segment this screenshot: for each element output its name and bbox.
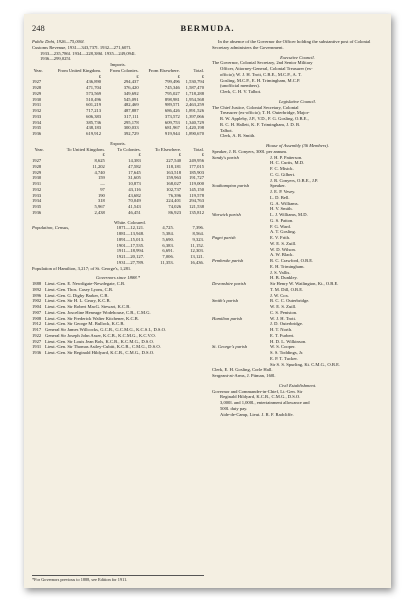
imports-column-header: From Elsewhere. — [148, 67, 180, 73]
value-cell: 919,944 — [164, 131, 180, 136]
imports-column-header: Year. — [33, 67, 43, 73]
council-line: The Governor, Colonial Secretary, 2nd Senior Military — [212, 60, 313, 66]
governor-name: Lieut.-Gen. Sir H. L. Geary, K.C.B. — [45, 298, 111, 304]
census-value: 1891—15,013. — [116, 236, 145, 242]
value-cell: 86,923 — [168, 209, 182, 215]
exports-column-header: Total. — [193, 146, 204, 152]
year-cell: 1931 — [32, 102, 42, 108]
census-value: 11,353. — [160, 259, 174, 265]
civil-establishment-title: Civil Establishment. — [278, 382, 317, 388]
population-heading: White. Coloured. — [114, 219, 146, 225]
census-value: 7,396. — [192, 225, 204, 231]
value-cell: 601,219 — [86, 102, 102, 108]
value-cell: 4,740 — [94, 169, 105, 175]
value-cell: 619,912 — [86, 131, 102, 136]
value-cell: 300,033 — [123, 125, 139, 131]
census-value: 4,725. — [162, 225, 174, 231]
currency-symbol: £ — [98, 73, 102, 79]
assembly-member: J. R. Conyers, O.B.E., J.P. — [270, 177, 319, 183]
year-cell: 1933 — [32, 192, 42, 198]
value-cell: 135,812 — [189, 209, 204, 215]
governor-name: Lieut.-Gen. Sir Louis Jean Bols, K.C.B., K.C.M.G., D.S.O. — [45, 338, 154, 344]
value-cell: 185,903 — [189, 169, 204, 175]
value-cell: 1,890,670 — [185, 131, 204, 136]
assembly-member: J. D. Outerbridge. — [270, 321, 304, 327]
assembly-member: J. H. P. Patterson. — [270, 154, 303, 160]
imports-column-header: From Colonies. — [110, 67, 139, 73]
list-item — [32, 350, 204, 356]
book-page — [24, 14, 391, 588]
assembly-member: A. W. Black. — [270, 252, 294, 258]
council-line: (unofficial members). — [220, 83, 260, 89]
value-cell: 2,463,259 — [185, 102, 204, 108]
governor-year: 1904 — [32, 304, 42, 309]
parish-name: Smith's parish — [212, 298, 239, 304]
value-cell: 145,150 — [189, 186, 204, 192]
imports-column-header: Total. — [193, 67, 204, 73]
governor-year: 1931 — [32, 344, 42, 350]
governor-year: 1917 — [32, 327, 42, 332]
year-cell: 1930 — [32, 175, 42, 181]
value-cell: 1,954,568 — [185, 96, 204, 102]
governors-table — [32, 281, 204, 356]
assembly-member: J. E. P. Vesey. — [270, 189, 296, 194]
value-cell: 190 — [97, 192, 105, 198]
value-cell: 118,181 — [166, 163, 182, 169]
value-cell: 97 — [100, 186, 105, 192]
exports-column-header: To Elsewhere. — [154, 146, 182, 152]
running-title: BERMUDA. — [180, 23, 235, 33]
value-cell: 438,183 — [86, 125, 102, 131]
assembly-member: A. T. Gosling. — [270, 229, 296, 235]
parish-name: Hamilton parish — [212, 315, 243, 321]
left-column — [32, 39, 204, 356]
value-cell: 159 — [97, 175, 105, 181]
governors-title: Governors since 1888.* — [95, 275, 141, 281]
assembly-member: T. M. Dill, O.B.E. — [270, 286, 304, 292]
value-cell: 177,015 — [189, 163, 204, 169]
census-value: 1881—13,948. — [116, 231, 145, 236]
assembly-member: H. D. L. Wilkinson. — [270, 338, 307, 344]
governor-year: 1896 — [32, 292, 42, 298]
assembly-member: H. V. Smith. — [270, 206, 293, 212]
council-line: R. C. H. Hallett, K. F. Trimingham, J. D. B. — [220, 121, 301, 127]
assembly-member: L. D. Bell. — [270, 194, 290, 200]
value-cell: 745,346 — [164, 85, 180, 90]
census-value: 11,152. — [190, 242, 204, 248]
governor-name: Lieut.-Gen. Sir Frederick Walter Kitchener, K.C.B. — [45, 315, 139, 321]
year-cell: 1929 — [32, 90, 42, 96]
parish-name: Devonshire parish — [212, 281, 246, 286]
census-value: 1901—17,535. — [116, 242, 145, 248]
assembly-member: E. T. Furbert. — [270, 332, 295, 338]
exports-table — [32, 147, 204, 216]
value-cell: 606,383 — [86, 113, 102, 119]
value-cell: 989,571 — [164, 102, 180, 108]
governor-name: Lieut.-Gen. Sir Thomas Astley-Cubitt, K.C.B., C.M.G., D.S.O. — [45, 344, 161, 350]
assembly-member: L. J. Williams, M.D. — [270, 212, 308, 217]
value-cell: 11,202 — [92, 163, 105, 169]
exports-column-header: Year. — [34, 146, 44, 152]
currency-symbol: £ — [201, 73, 204, 79]
assembly-member: J. S. Vallis. — [270, 269, 291, 275]
census-value: 7,006. — [162, 254, 174, 259]
value-cell: 46,451 — [128, 209, 141, 215]
year-cell: 1931 — [32, 181, 42, 186]
parish-name: St. George's parish — [212, 344, 248, 350]
assembly-member: H. B. Dunkley. — [270, 275, 298, 281]
value-cell: 799,496 — [164, 79, 180, 85]
legislative-council-title: Legislative Council. — [278, 98, 316, 104]
revenue-line: Customs Revenue, 1931—343,737l. 1932—271,607l. — [32, 44, 132, 50]
assembly-member: Sir S. S. Spurling, Kt. C.M.G., O.B.E. — [270, 361, 341, 367]
assembly-member: R. C. Crawford, O.B.E. — [270, 258, 314, 263]
value-cell: 10,873 — [128, 181, 141, 186]
assembly-parishes — [212, 155, 383, 368]
currency-symbol: £ — [102, 152, 105, 158]
value-cell: 373,572 — [164, 113, 180, 119]
civil-line: Aide-de-Camp, Lieut. J. R. F. Radcliffe. — [220, 411, 294, 417]
value-cell: 349,692 — [123, 90, 139, 96]
currency-symbol: £ — [201, 152, 204, 158]
civil-line: 500l. duty pay. — [220, 405, 248, 411]
value-cell: 1,718,288 — [185, 90, 204, 96]
assembly-clerk: Clerk, E. H. Gosling, Corle Hall. — [212, 367, 273, 373]
exports-title: Exports. — [110, 140, 126, 146]
customs-revenue — [32, 45, 204, 62]
value-cell: 295,178 — [123, 119, 139, 125]
currency-symbol: £ — [138, 152, 141, 158]
council-line: Clerk, A. B. Smith. — [220, 133, 256, 139]
census-value: 5,384. — [162, 231, 174, 236]
value-cell: 717,213 — [86, 108, 102, 113]
currency-symbol: £ — [136, 73, 139, 79]
assembly-member: Speaker. — [270, 183, 286, 189]
value-cell: 392,729 — [123, 131, 139, 136]
population-table — [32, 225, 204, 265]
value-cell: 1,340,729 — [185, 119, 204, 125]
value-cell: 14,383 — [128, 158, 141, 163]
public-debt: Public Debt, 1926—75,000l. — [32, 39, 85, 44]
value-cell: 159,963 — [166, 175, 182, 181]
governor-year: 1907 — [32, 309, 42, 315]
value-cell: 482,469 — [123, 102, 139, 108]
governor-year: 1888 — [32, 281, 42, 286]
value-cell: 1,891,526 — [185, 108, 204, 113]
administration-note: In the absence of the Governor the Officer holding the substantive post of Colonial Secretary administers the Government. — [212, 39, 371, 50]
census-value: 6,383. — [162, 242, 174, 248]
governor-year: 1908 — [32, 315, 42, 321]
value-cell: 102,737 — [166, 186, 182, 192]
value-cell: 31,605 — [128, 175, 141, 181]
year-cell: 1932 — [32, 186, 42, 192]
value-cell: 385,736 — [86, 119, 102, 125]
value-cell: 1,420,198 — [185, 125, 204, 131]
assembly-member: F. G. Ward. — [270, 223, 291, 229]
assembly-member: W. E. S. Zuill. — [270, 304, 297, 309]
council-line: Treasurer (ex-officio); T. H. Outerbridge, Major- — [220, 110, 310, 116]
value-cell: 47,582 — [128, 163, 141, 169]
value-cell: 227,540 — [166, 158, 182, 163]
value-cell: 317,111 — [124, 113, 139, 119]
value-cell: 74,026 — [168, 204, 182, 209]
assembly-member: F. C. Misick. — [270, 166, 294, 171]
assembly-member: B. C. C. Outerbridge. — [270, 298, 310, 304]
governor-year: 1936 — [32, 350, 42, 355]
value-cell: 121,538 — [189, 204, 204, 209]
census-label: Population, Census, — [32, 225, 70, 231]
year-cell: 1933 — [32, 113, 42, 119]
right-column — [212, 39, 383, 417]
assembly-speaker: Speaker, J. R. Conyers, 300l. per annum. — [212, 148, 288, 154]
value-cell: 1,587,470 — [185, 85, 204, 90]
value-cell: 224,401 — [166, 198, 182, 204]
value-cell: 119,578 — [189, 192, 204, 198]
year-cell: 1934 — [32, 119, 42, 125]
parish-name: Pembroke parish — [212, 258, 244, 263]
governor-name: Lieut.-Gen. Sir Robert MacG. Stewart, K.C.B. — [45, 304, 131, 309]
value-cell: 318 — [97, 198, 105, 204]
assembly-member: C. G. Gilbert. — [270, 171, 296, 177]
page-number: 248 — [32, 23, 45, 33]
value-cell: 294,437 — [123, 79, 139, 85]
council-line: Officer, Attorney-General, Colonial Treasurer (ex- — [220, 66, 313, 71]
governor-year: 1927 — [32, 338, 42, 344]
assembly-member: H. T. North. — [270, 327, 293, 332]
governor-name: Lieut.-Gen. Sir Reginald Hildyard, K.C.B., C.M.G., D.S.O. — [45, 350, 155, 355]
value-cell: 249,956 — [189, 158, 204, 163]
value-cell: 163,518 — [166, 169, 182, 175]
census-value: 1871—12,121. — [116, 225, 145, 231]
value-cell: 376,420 — [123, 85, 139, 90]
sergeant-at-arms: Sergeant-at-Arms, J. Pitman, 160l. — [212, 373, 276, 378]
assembly-member: W. J. H. Trott. — [270, 315, 296, 321]
year-cell: 1928 — [32, 163, 42, 169]
value-cell: 2,438 — [94, 209, 105, 215]
legislative-council-members — [212, 105, 383, 140]
governor-year: 1922 — [32, 332, 42, 338]
assembly-member: E. P. T. Tucker. — [270, 355, 298, 361]
value-cell: 1,397,066 — [185, 113, 204, 119]
page-header — [32, 23, 383, 35]
imports-column-header: From United Kingdom. — [57, 67, 102, 73]
parish-name: Southampton parish — [212, 183, 250, 189]
currency-symbol: £ — [177, 73, 180, 79]
value-cell: 436,890 — [86, 79, 102, 85]
census-value: 6,691. — [162, 248, 174, 254]
footnote: *For Governors previous to 1888, see Edition for 1911. — [32, 575, 204, 582]
assembly-member: S. S. Toddings, Jr. — [270, 350, 304, 355]
revenue-line: 1933—235,786l. 1934—228,386l. 1935—249,094l. — [40, 50, 136, 56]
value-cell: 545,091 — [123, 96, 139, 102]
value-cell: 17,645 — [128, 169, 141, 175]
governor-year: 1902 — [32, 298, 42, 304]
assembly-member: Sir Henry W. Watlington, Kt., O.B.E. — [270, 281, 339, 286]
council-line: Talbot. — [220, 127, 233, 133]
value-cell: 76,396 — [168, 192, 182, 198]
census-value: 8,564. — [192, 231, 204, 236]
year-cell: 1927 — [32, 158, 42, 163]
parish-name: Warwick parish — [212, 212, 241, 217]
assembly-member: C. S. Peniston. — [270, 309, 298, 315]
currency-symbol: £ — [178, 152, 182, 158]
civil-line: Governor and Commander-in-Chief, Lt.-Gen. Sir — [212, 388, 303, 394]
council-line: Gosling, M.C.P., E. H. Trimingham, M.C.P. — [220, 77, 301, 83]
council-line: The Chief Justice, Colonial Secretary, Colonial — [212, 104, 299, 110]
assembly-member: W. E. S. Zuill. — [270, 240, 297, 246]
assembly-member: E. V. Frith. — [270, 235, 291, 240]
year-cell: 1930 — [32, 96, 42, 102]
census-value: 1911—18,994. — [116, 248, 145, 254]
value-cell: — — [100, 181, 105, 186]
census-value: 12,303. — [190, 248, 204, 254]
governor-name: Lieut.-Gen. Thos. Casey Lyons, C.B. — [45, 286, 114, 292]
year-cell: 1928 — [32, 85, 42, 90]
year-cell: 1936 — [32, 131, 42, 136]
civil-line: 3,000l. and 1,000l., entertainment allowance and — [220, 400, 310, 405]
governor-name: Lieut.-Gen. Josceline Heneage Wodehouse, C.B., C.M.G. — [45, 309, 151, 315]
governor-name: Lieut.-Gen. E. Newdigate-Newdegate, C.B. — [45, 281, 126, 286]
value-cell: 70,049 — [128, 198, 141, 204]
census-value: 13,121. — [190, 254, 204, 259]
year-cell: 1936 — [32, 209, 42, 215]
value-cell: 5,967 — [94, 204, 105, 209]
civil-establishment-lines — [212, 389, 383, 418]
value-cell: 43,682 — [128, 192, 141, 198]
governor-name: General Sir Joseph John Asser, K.C.B., K.C.M.G., K.C.V.O. — [45, 332, 156, 338]
executive-council-members — [212, 60, 383, 95]
assembly-member: E. H. Trimingham. — [270, 263, 305, 269]
year-cell: 1935 — [32, 125, 42, 131]
governor-name: Lieut.-Gen. Sir George M. Bullock, K.C.B. — [45, 321, 125, 327]
exports-column-header: To United Kingdom. — [66, 146, 105, 152]
assembly-member: H. C. Curtis, M.D. — [270, 160, 305, 166]
value-cell: 8,625 — [94, 158, 105, 163]
value-cell: 510,496 — [86, 96, 102, 102]
governor-name: General Sir James Willcocks, G.C.B., G.C.M.G., K.C.S.I., D.S.O. — [45, 327, 167, 332]
parish-name: Sandy's parish — [212, 154, 239, 160]
value-cell: 795,027 — [164, 90, 180, 96]
house-of-assembly-title: House of Assembly (36 Members). — [265, 143, 330, 148]
value-cell: 43,116 — [128, 186, 141, 192]
assembly-member: J. W. Cox. — [270, 292, 290, 298]
year-cell: 1932 — [32, 108, 42, 113]
assembly-member: G. S. Patton. — [270, 217, 294, 223]
value-cell: 681,967 — [164, 125, 180, 131]
revenue-line: 1936—299,025l. — [40, 56, 72, 62]
year-cell: 1935 — [32, 204, 42, 209]
census-value: 1921—20,127. — [116, 254, 145, 259]
year-cell: 1927 — [32, 79, 42, 85]
value-cell: 191,727 — [189, 175, 204, 181]
council-line: Clerk, C. H. V. Talbot. — [220, 89, 262, 94]
year-cell: 1934 — [32, 198, 42, 204]
governor-year: 1912 — [32, 321, 42, 327]
value-cell: 119,000 — [189, 181, 204, 186]
imports-table — [32, 68, 204, 137]
exports-column-header: To Colonies. — [117, 146, 141, 152]
value-cell: 686,426 — [164, 108, 180, 113]
governor-year: 1892 — [32, 286, 42, 292]
value-cell: 41,543 — [128, 204, 141, 209]
governor-name: Lieut.-Gen. G. Digby Barker, C.B. — [45, 292, 109, 298]
value-cell: 168,027 — [166, 181, 182, 186]
census-value: 9,323. — [192, 236, 204, 242]
imports-header-row — [32, 68, 204, 74]
value-cell: 898,981 — [164, 96, 180, 102]
imports-title: Imports. — [110, 62, 126, 67]
value-cell: 1,530,794 — [185, 79, 204, 85]
council-line: R. W. Appleby, J.P., V.D., F. G. Gosling, O.B.E., — [220, 116, 309, 121]
assembly-member: W. D. Wilson. — [270, 246, 296, 252]
census-value: 1931—27,789. — [116, 259, 145, 265]
assembly-member: W. S. Cooper. — [270, 344, 296, 350]
parish-name: Paget parish — [212, 235, 236, 240]
assembly-member: G. A. Williams. — [270, 200, 299, 206]
hamilton-population: Population of Hamilton, 3,217; of St. George's, 1,281. — [32, 265, 132, 271]
value-cell: 294,763 — [189, 198, 204, 204]
year-cell: 1929 — [32, 169, 42, 175]
value-cell: 609,753 — [164, 119, 180, 125]
executive-council-title: Executive Council. — [280, 54, 315, 60]
civil-line: Reginald Hildyard, K.C.B., C.M.G., D.S.O. — [220, 394, 301, 400]
census-value: 16,436. — [190, 259, 204, 265]
value-cell: 573,569 — [86, 90, 102, 96]
census-value: 5,690. — [162, 236, 174, 242]
value-cell: 487,887 — [123, 108, 139, 113]
value-cell: 471,704 — [86, 85, 102, 90]
council-line: officio); W. J. H. Trott, C.B.E., M.C.P., A. T. — [220, 71, 302, 77]
